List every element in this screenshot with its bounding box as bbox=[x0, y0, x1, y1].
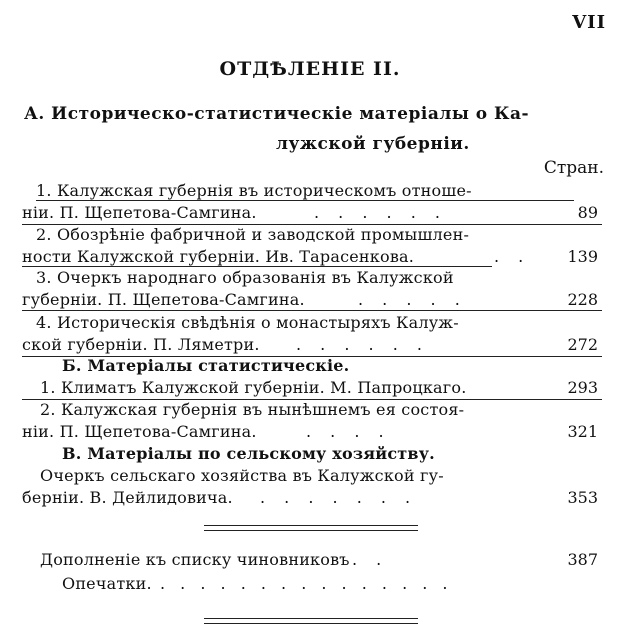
separator-rule-bottom bbox=[204, 530, 418, 531]
toc-entry-4-dots: . . . . . . bbox=[296, 335, 429, 354]
pages-header: Стран. bbox=[543, 158, 604, 178]
toc-v-entry-line2: берніи. В. Дейлидовича. bbox=[22, 488, 233, 507]
errata-label: Опечатки. bbox=[62, 574, 152, 593]
toc-entry-3-dots: . . . . . bbox=[358, 290, 467, 309]
toc-entry-2-dots: . . bbox=[494, 247, 531, 266]
toc-entry-3-line1: 3. Очеркъ народнаго образованія въ Калужской bbox=[36, 268, 454, 287]
toc-entry-2-line2: ности Калужской губерніи. Ив. Тарасенкова. bbox=[22, 247, 492, 267]
part-a-title-cont: лужской губерніи. bbox=[276, 134, 470, 154]
page-number: VII bbox=[572, 12, 606, 33]
toc-entry-1-dots: . . . . . . bbox=[314, 203, 447, 222]
appendix-label: Дополненіе къ списку чиновниковъ bbox=[40, 550, 350, 569]
bottom-rule-2 bbox=[204, 623, 418, 624]
toc-entry-4-page: 272 bbox=[567, 335, 598, 354]
toc-entry-2-page: 139 bbox=[567, 247, 598, 266]
toc-b-entry-2-line1: 2. Калужская губернія въ нынѣшнемъ ея состоя- bbox=[40, 400, 465, 419]
divider-2 bbox=[22, 310, 602, 311]
toc-v-entry-dots: . . . . . . . bbox=[260, 488, 418, 507]
toc-v-entry-page: 353 bbox=[567, 488, 598, 507]
toc-b-entry-1-page: 293 bbox=[567, 378, 598, 397]
part-v-title: В. Матеріалы по сельскому хозяйству. bbox=[62, 444, 435, 463]
toc-entry-3-page: 228 bbox=[567, 290, 598, 309]
part-a-title: А. Историческо-статистическіе матеріалы о Ка- bbox=[24, 104, 530, 124]
section-title: ОТДѢЛЕНІЕ II. bbox=[219, 58, 401, 80]
toc-entry-2-line1: 2. Обозрѣніе фабричной и заводской промышлен- bbox=[36, 225, 470, 244]
toc-entry-1-line2: ніи. П. Щепетова-Самгина. bbox=[22, 203, 257, 222]
part-b-title: Б. Матеріалы статистическіе. bbox=[62, 356, 350, 375]
appendix-page: 387 bbox=[567, 550, 598, 569]
appendix-dots: . . bbox=[352, 550, 389, 569]
toc-entry-1-page: 89 bbox=[577, 203, 598, 222]
errata-dots: . . . . . . . . . . . . . . . bbox=[160, 574, 453, 593]
toc-b-entry-1-line1: 1. Климатъ Калужской губерніи. М. Папроцкаго. bbox=[40, 378, 467, 397]
toc-b-entry-2-page: 321 bbox=[567, 422, 598, 441]
toc-entry-4-line2: ской губерніи. П. Ляметри. bbox=[22, 335, 260, 354]
toc-entry-1-line1: 1. Калужская губернія въ историческомъ отноше- bbox=[36, 181, 574, 201]
toc-entry-4-line1: 4. Историческія свѣдѣнія о монастыряхъ Калуж- bbox=[36, 313, 459, 332]
toc-b-entry-2-dots: . . . . bbox=[306, 422, 391, 441]
toc-b-entry-2-line2: ніи. П. Щепетова-Самгина. bbox=[22, 422, 257, 441]
toc-v-entry-line1: Очеркъ сельскаго хозяйства въ Калужской гу- bbox=[40, 466, 444, 485]
toc-entry-3-line2: губерніи. П. Щепетова-Самгина. bbox=[22, 290, 305, 309]
separator-rule-top bbox=[204, 525, 418, 526]
bottom-rule-1 bbox=[204, 618, 418, 619]
